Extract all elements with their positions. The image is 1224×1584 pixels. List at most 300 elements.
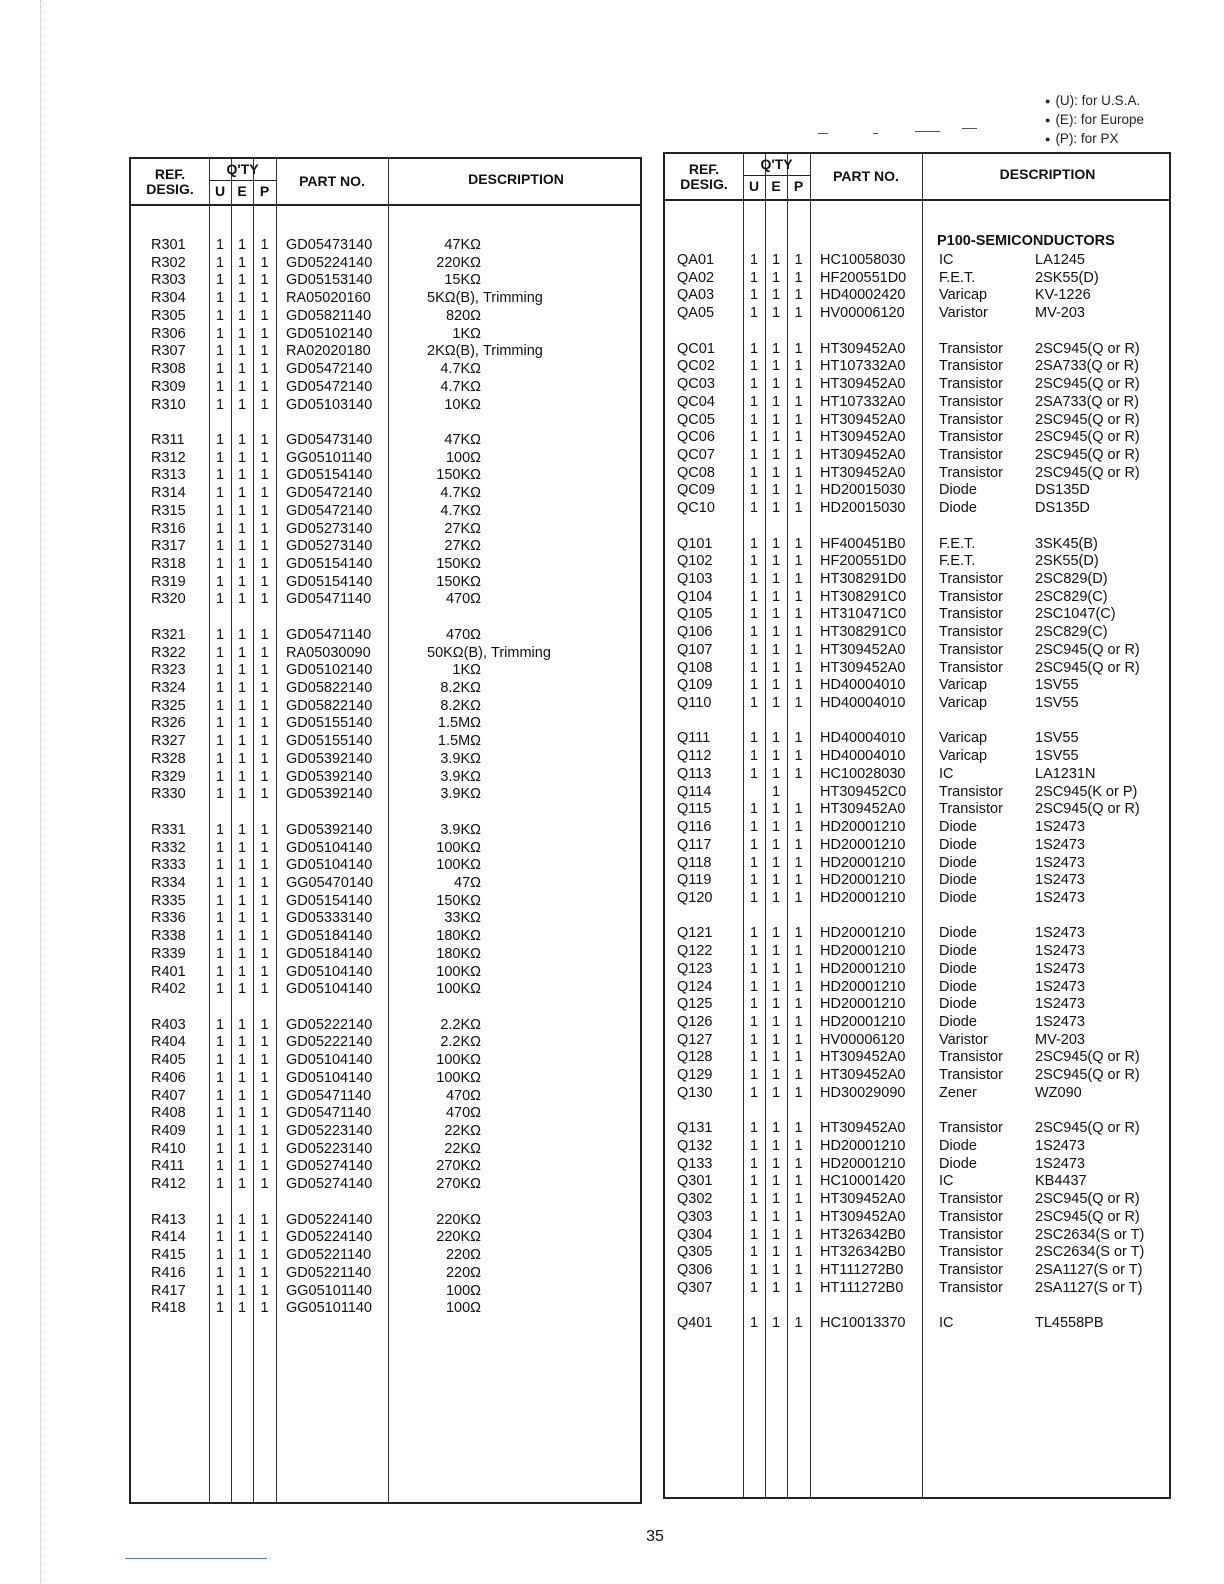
cell-description: 1KΩ	[452, 662, 481, 679]
legend-px: ● (P): for PX	[1045, 130, 1144, 149]
header-qty: Q'TY	[226, 161, 259, 177]
table-row	[131, 236, 640, 254]
cell-model: TL4558PB	[1035, 1315, 1104, 1332]
cell-qty-u: 1	[215, 1034, 225, 1051]
header-p: P	[259, 183, 270, 199]
cell-part-no: HD20015030	[820, 500, 906, 517]
cell-qty-u: 1	[749, 836, 759, 853]
cell-qty-p: 1	[794, 730, 803, 747]
cell-part-no: HT308291C0	[820, 624, 907, 641]
cell-ref: QC01	[677, 340, 715, 357]
cell-qty-e: 1	[237, 1140, 247, 1157]
cell-qty-u: 1	[215, 857, 225, 874]
table-row	[665, 446, 1169, 464]
cell-model: 1S2473	[1035, 943, 1085, 960]
cell-model: DS135D	[1035, 500, 1090, 517]
cell-qty-e: 1	[237, 556, 247, 572]
cell-type: IC	[939, 252, 954, 268]
cell-description: 3.9KΩ	[440, 786, 481, 803]
cell-model: DS135D	[1035, 482, 1090, 499]
cell-qty-p: 1	[260, 396, 269, 413]
cell-part-no: GD05221140	[286, 1247, 372, 1263]
table-row	[665, 1084, 1169, 1102]
cell-part-no: GD05104140	[286, 963, 373, 980]
cell-ref: QA03	[677, 287, 715, 304]
cell-ref: R412	[151, 1176, 186, 1193]
table-row	[665, 765, 1169, 783]
cell-qty-e: 1	[237, 981, 247, 998]
cell-part-no: GD05472140	[286, 378, 373, 395]
cell-qty-p: 1	[260, 361, 269, 377]
cell-qty-u: 1	[215, 378, 225, 395]
table-row	[665, 942, 1169, 960]
header-description: DESCRIPTION	[999, 166, 1096, 182]
cell-qty-u: 1	[215, 1105, 225, 1122]
cell-ref: R308	[151, 361, 186, 377]
table-row	[131, 679, 640, 697]
cell-description: 100KΩ	[436, 857, 481, 874]
cell-qty-e: 1	[771, 1014, 781, 1030]
table-row	[665, 428, 1169, 446]
cell-qty-p: 1	[794, 819, 803, 835]
cell-qty-u: 1	[749, 960, 759, 977]
cell-qty-p: 1	[260, 1087, 269, 1104]
table-row	[665, 659, 1169, 677]
cell-qty-u: 1	[215, 467, 225, 484]
cell-part-no: HT309452A0	[820, 446, 906, 463]
cell-qty-u: 1	[749, 553, 759, 570]
cell-ref: Q104	[677, 588, 713, 605]
table-row	[665, 570, 1169, 588]
cell-qty-u: 1	[215, 963, 225, 980]
table-row	[131, 768, 640, 786]
cell-qty-p: 1	[260, 1176, 269, 1193]
cell-part-no: HD20001210	[820, 819, 906, 835]
cell-qty-p: 1	[260, 325, 269, 342]
cell-qty-p: 1	[794, 695, 803, 711]
cell-qty-p: 1	[794, 393, 803, 410]
cell-qty-u: 1	[749, 393, 759, 410]
table-row	[131, 909, 640, 927]
cell-qty-p: 1	[794, 1084, 803, 1101]
cell-qty-u: 1	[215, 1158, 225, 1175]
cell-description: 3.9KΩ	[440, 768, 481, 785]
cell-qty-u: 1	[749, 269, 759, 286]
cell-part-no: HF400451B0	[820, 535, 906, 552]
cell-qty-p: 1	[260, 839, 269, 856]
table-row	[131, 927, 640, 945]
cell-qty-u: 1	[215, 1264, 225, 1281]
cell-qty-e: 1	[771, 482, 781, 499]
cell-part-no: HD20001210	[820, 836, 906, 853]
cell-qty-e: 1	[771, 1262, 781, 1278]
table-row	[665, 1172, 1169, 1190]
cell-qty-e: 1	[771, 960, 781, 977]
cell-qty-e: 1	[237, 1034, 247, 1051]
cell-qty-p: 1	[794, 978, 803, 995]
cell-qty-u: 1	[749, 1138, 759, 1154]
cell-ref: Q118	[677, 854, 712, 871]
cell-ref: R418	[151, 1300, 186, 1317]
cell-ref: R310	[151, 396, 186, 413]
cell-qty-u: 1	[215, 502, 225, 519]
table-row	[665, 924, 1169, 942]
cell-part-no: GD05104140	[286, 1052, 373, 1069]
cell-description: 47KΩ	[444, 431, 481, 448]
cell-part-no: HD20001210	[820, 872, 906, 889]
table-row	[131, 1157, 640, 1175]
table-row	[131, 271, 640, 289]
cell-qty-e: 1	[771, 730, 781, 747]
table-row	[665, 871, 1169, 889]
cell-qty-u: 1	[749, 482, 759, 499]
cell-qty-e: 1	[771, 553, 781, 570]
table-row	[131, 396, 640, 414]
cell-qty-e: 1	[771, 1049, 781, 1066]
table-row	[131, 963, 640, 981]
cell-part-no: GD05224140	[286, 254, 373, 271]
cell-ref: R304	[151, 290, 186, 307]
cell-qty-p: 1	[794, 765, 803, 782]
cell-part-no: HT309452C0	[820, 783, 907, 800]
cell-ref: R323	[151, 662, 186, 679]
cell-description: 150KΩ	[436, 467, 481, 484]
cell-qty-p: 1	[794, 500, 803, 517]
table-row	[665, 1190, 1169, 1208]
cell-qty-e: 1	[237, 378, 247, 395]
cell-part-no: HD20001210	[820, 978, 906, 995]
cell-qty-u: 1	[749, 1208, 759, 1225]
cell-ref: R328	[151, 750, 186, 767]
table-row	[131, 1246, 640, 1264]
cell-model: MV-203	[1035, 1031, 1085, 1048]
cell-qty-e: 1	[237, 485, 247, 502]
cell-description: 220Ω	[445, 1247, 481, 1263]
cell-qty-e: 1	[237, 857, 247, 874]
cell-part-no: GG05470140	[286, 874, 374, 891]
table-row	[665, 1155, 1169, 1173]
cell-qty-e: 1	[771, 446, 781, 463]
cell-qty-p: 1	[260, 1052, 269, 1069]
cell-ref: R408	[151, 1105, 186, 1122]
table-row	[131, 1051, 640, 1069]
cell-qty-u: 1	[215, 573, 225, 590]
cell-qty-u: 1	[749, 996, 759, 1013]
scan-edge-mark	[40, 0, 61, 1584]
cell-part-no: GD05223140	[286, 1140, 373, 1157]
table-row	[665, 836, 1169, 854]
cell-qty-e: 1	[237, 910, 247, 927]
cell-model: 2SA733(Q or R)	[1035, 358, 1139, 375]
cell-type: Transistor	[939, 446, 1003, 463]
cell-description: 100Ω	[445, 449, 481, 466]
cell-part-no: GD05222140	[286, 1016, 373, 1033]
cell-ref: R311	[151, 431, 185, 448]
cell-qty-u: 1	[749, 889, 759, 906]
cell-qty-u: 1	[749, 801, 759, 818]
table-row	[131, 980, 640, 998]
cell-part-no: HD20001210	[820, 925, 906, 942]
cell-qty-u: 1	[749, 978, 759, 995]
cell-model: 2SC945(Q or R)	[1035, 376, 1140, 392]
cell-ref: Q130	[677, 1084, 713, 1101]
cell-ref: Q305	[677, 1244, 713, 1261]
cell-model: 2SC945(Q or R)	[1035, 446, 1140, 463]
cell-qty-u: 1	[749, 1262, 759, 1278]
cell-qty-e: 1	[237, 821, 247, 838]
cell-type: IC	[939, 1315, 954, 1332]
cell-qty-e: 1	[771, 854, 781, 871]
cell-part-no: HD20001210	[820, 996, 906, 1013]
cell-qty-p: 1	[794, 1014, 803, 1030]
cell-qty-u: 1	[215, 1052, 225, 1069]
cell-model: 2SC829(C)	[1035, 624, 1108, 641]
header-u: U	[748, 178, 760, 194]
cell-qty-p: 1	[794, 1279, 803, 1296]
cell-qty-p: 1	[794, 358, 803, 375]
cell-qty-p: 1	[794, 677, 803, 694]
cell-type: Transistor	[939, 1067, 1003, 1084]
cell-type: Transistor	[939, 783, 1003, 800]
cell-type: Diode	[939, 1155, 977, 1172]
table-row	[131, 1282, 640, 1300]
cell-qty-u: 1	[749, 925, 759, 942]
cell-ref: Q121	[677, 925, 713, 942]
cell-ref: Q306	[677, 1262, 713, 1278]
cell-qty-e: 1	[237, 1229, 247, 1246]
cell-qty-u: 1	[215, 626, 225, 643]
cell-qty-u: 1	[215, 325, 225, 342]
header-e: E	[237, 183, 247, 199]
cell-qty-u: 1	[215, 307, 225, 324]
table-row	[665, 995, 1169, 1013]
cell-qty-p: 1	[794, 960, 803, 977]
table-row	[665, 747, 1169, 765]
cell-qty-e: 1	[237, 768, 247, 785]
cell-ref: Q125	[677, 996, 713, 1013]
cell-qty-u: 1	[749, 819, 759, 835]
cell-qty-p: 1	[794, 606, 803, 623]
cell-type: Transistor	[939, 1262, 1003, 1278]
cell-ref: R333	[151, 857, 186, 874]
table-row	[665, 393, 1169, 411]
cell-qty-u: 1	[215, 910, 225, 927]
cell-qty-u: 1	[749, 1226, 759, 1243]
cell-ref: R329	[151, 768, 186, 785]
table-row	[665, 552, 1169, 570]
table-row	[665, 357, 1169, 375]
cell-ref: R303	[151, 272, 186, 289]
cell-description: 270KΩ	[436, 1158, 481, 1175]
cell-part-no: HC10013370	[820, 1315, 906, 1332]
cell-part-no: GG05101140	[286, 1282, 372, 1299]
cell-ref: R338	[151, 928, 186, 945]
cell-ref: Q131	[677, 1120, 713, 1137]
cell-qty-u: 1	[215, 556, 225, 572]
cell-model: 2SA1127(S or T)	[1035, 1262, 1143, 1278]
cell-qty-u: 1	[749, 429, 759, 446]
cell-model: 2SC829(C)	[1035, 588, 1108, 605]
cell-model: 2SK55(D)	[1035, 269, 1099, 286]
cell-qty-u: 1	[215, 750, 225, 767]
cell-part-no: HD40004010	[820, 677, 906, 694]
cell-description: 22KΩ	[444, 1140, 481, 1157]
cell-qty-p: 1	[794, 872, 803, 889]
cell-qty-e: 1	[237, 644, 247, 661]
cell-model: 2SC945(Q or R)	[1035, 641, 1140, 658]
cell-qty-u: 1	[749, 446, 759, 463]
cell-description: 270KΩ	[436, 1176, 481, 1193]
cell-part-no: HD40004010	[820, 695, 906, 711]
cell-qty-e: 1	[771, 429, 781, 446]
cell-part-no: GD05154140	[286, 573, 373, 590]
cell-model: 1S2473	[1035, 889, 1085, 906]
cell-qty-p: 1	[260, 538, 269, 555]
cell-description: 4.7KΩ	[440, 485, 481, 502]
cell-model: 1SV55	[1035, 730, 1079, 747]
table-row	[131, 892, 640, 910]
cell-qty-p: 1	[794, 571, 803, 587]
cell-qty-e: 1	[771, 889, 781, 906]
cell-part-no: HT309452A0	[820, 1208, 906, 1225]
cell-ref: Q126	[677, 1014, 713, 1030]
cell-ref: Q401	[677, 1315, 713, 1332]
cell-type: Varicap	[939, 287, 988, 304]
cell-type: Transistor	[939, 1191, 1003, 1208]
cell-ref: Q119	[677, 872, 712, 889]
cell-ref: R324	[151, 680, 186, 696]
cell-model: 2SC2634(S or T)	[1035, 1244, 1145, 1261]
cell-qty-p: 1	[260, 237, 269, 253]
cell-type: Varicap	[939, 748, 988, 765]
cell-qty-e: 1	[237, 325, 247, 342]
cell-qty-e: 1	[237, 290, 247, 307]
cell-description: 220KΩ	[436, 1211, 481, 1228]
cell-part-no: GD05392140	[286, 768, 373, 785]
cell-part-no: HD20001210	[820, 889, 906, 906]
table-row	[665, 1013, 1169, 1031]
cell-qty-p: 1	[260, 1123, 269, 1139]
cell-model: 1SV55	[1035, 677, 1079, 694]
table-row	[131, 590, 640, 608]
cell-qty-p: 1	[260, 272, 269, 289]
cell-type: Transistor	[939, 411, 1003, 428]
cell-description: 4.7KΩ	[440, 502, 481, 519]
cell-qty-p: 1	[260, 467, 269, 484]
cell-description: 470Ω	[445, 1105, 481, 1122]
table-row	[131, 1299, 640, 1317]
cell-qty-u: 1	[749, 411, 759, 428]
cell-qty-u: 1	[215, 892, 225, 909]
cell-qty-p: 1	[794, 1031, 803, 1048]
table-row	[131, 1228, 640, 1246]
cell-type: Transistor	[939, 659, 1003, 676]
cell-type: Transistor	[939, 376, 1003, 392]
cell-ref: Q103	[677, 571, 713, 587]
cell-part-no: GD05274140	[286, 1176, 373, 1193]
table-row	[131, 360, 640, 378]
cell-qty-e: 1	[771, 801, 781, 818]
cell-qty-u: 1	[749, 535, 759, 552]
cell-ref: Q112	[677, 748, 712, 765]
cell-qty-p: 1	[260, 662, 269, 679]
cell-ref: Q116	[677, 819, 712, 835]
table-row	[131, 342, 640, 360]
cell-part-no: HD20001210	[820, 1155, 906, 1172]
cell-qty-e: 1	[771, 978, 781, 995]
cell-type: Diode	[939, 978, 977, 995]
header-description: DESCRIPTION	[468, 171, 564, 187]
cell-part-no: GD05155140	[286, 733, 373, 750]
cell-qty-u: 1	[215, 768, 225, 785]
cell-model: 2SC945(Q or R)	[1035, 429, 1140, 446]
cell-description: 50KΩ(B), Trimming	[427, 644, 551, 661]
cell-qty-e: 1	[771, 606, 781, 623]
cell-qty-u: 1	[215, 520, 225, 537]
cell-part-no: GD05472140	[286, 361, 373, 377]
table-row	[131, 874, 640, 892]
cell-qty-p: 1	[260, 874, 269, 891]
cell-qty-e: 1	[237, 431, 247, 448]
cell-qty-u: 1	[749, 1120, 759, 1137]
cell-part-no: GD05104140	[286, 1069, 373, 1086]
table-row	[665, 960, 1169, 978]
cell-type: Diode	[939, 872, 977, 889]
cell-qty-e: 1	[237, 361, 247, 377]
cell-part-no: HT309452A0	[820, 429, 906, 446]
cell-qty-e: 1	[237, 1176, 247, 1193]
cell-model: 2SC945(Q or R)	[1035, 1191, 1140, 1208]
cell-type: IC	[939, 1173, 954, 1190]
cell-description: 33KΩ	[444, 910, 481, 927]
cell-part-no: GD05222140	[286, 1034, 373, 1051]
cell-part-no: GD05154140	[286, 556, 373, 572]
table-row	[131, 431, 640, 449]
cell-qty-p: 1	[260, 626, 269, 643]
cell-qty-e: 1	[771, 500, 781, 517]
cell-qty-u: 1	[215, 449, 225, 466]
cell-model: 2SC945(Q or R)	[1035, 801, 1140, 818]
cell-qty-u: 1	[215, 874, 225, 891]
cell-ref: Q106	[677, 624, 713, 641]
table-row	[665, 1261, 1169, 1279]
cell-description: 470Ω	[445, 626, 481, 643]
cell-part-no: HT107332A0	[820, 393, 906, 410]
cell-ref: R317	[151, 538, 186, 555]
cell-part-no: HT309452A0	[820, 641, 906, 658]
cell-type: Diode	[939, 943, 977, 960]
cell-ref: Q108	[677, 659, 713, 676]
cell-qty-u: 1	[215, 1140, 225, 1157]
table-row	[665, 340, 1169, 358]
table-row	[665, 694, 1169, 712]
cell-model: 1S2473	[1035, 978, 1085, 995]
cell-qty-u: 1	[749, 305, 759, 322]
cell-qty-p: 1	[260, 768, 269, 785]
cell-qty-e: 1	[237, 680, 247, 696]
cell-ref: Q111	[677, 730, 711, 747]
table-row	[665, 1137, 1169, 1155]
cell-ref: Q133	[677, 1155, 713, 1172]
cell-ref: R417	[151, 1282, 186, 1299]
cell-model: 2SC945(Q or R)	[1035, 340, 1140, 357]
cell-qty-u: 1	[215, 697, 225, 714]
cell-ref: R409	[151, 1123, 186, 1139]
cell-qty-u: 1	[215, 839, 225, 856]
cell-model: 1S2473	[1035, 854, 1085, 871]
cell-qty-p: 1	[260, 1105, 269, 1122]
cell-qty-e: 1	[771, 1155, 781, 1172]
